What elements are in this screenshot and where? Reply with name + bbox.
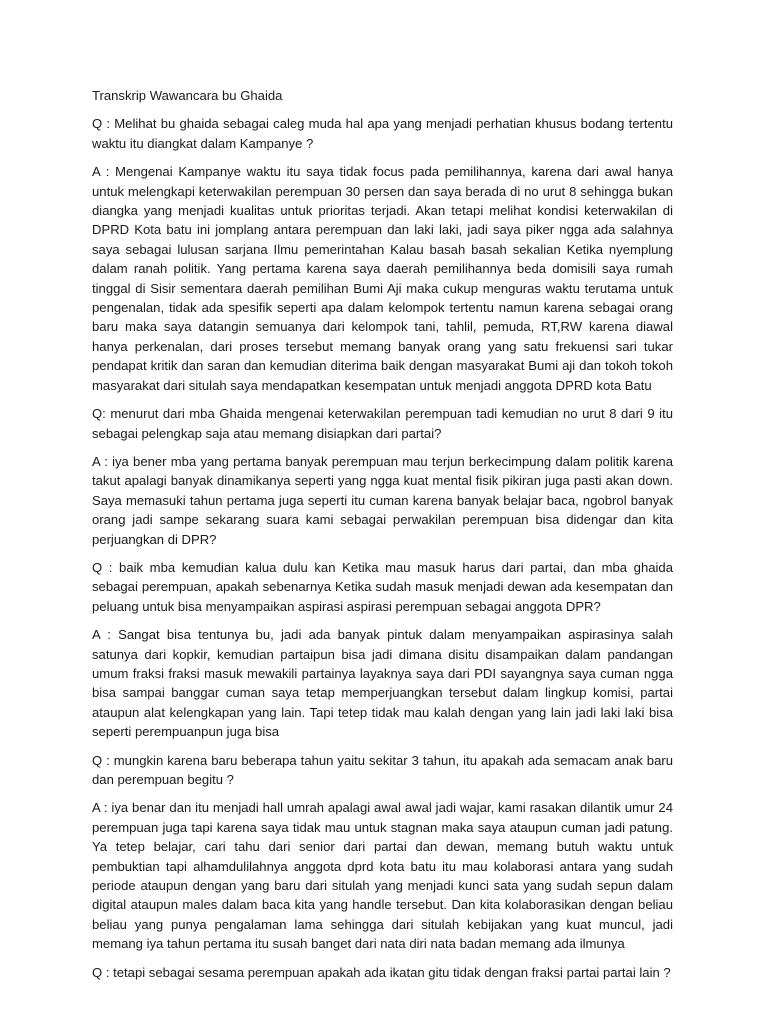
answer-paragraph: A : iya benar dan itu menjadi hall umrah apalagi awal awal jadi wajar, kami rasakan dilantik umur 24 perempuan juga tapi karena saya tidak mau untuk stagnan maka saya ataupun cuman jadi patung. Ya tetep belajar, cari tahu dari senior dari partai dan dewan, memang butuh waktu untuk pembuktian tapi alhamdulilahnya anggota dprd kota batu itu mau kolaborasi antara yang sudah periode ataupun dengan yang baru dari situlah yang menjadi kunci sata yang sudah sepun dalam digital ataupun males dalam baca kita yang handle tersebut. Dan kita kolaborasikan dengan beliau beliau yang punya pengalaman lama sehingga dari situlah kebijakan yang kuat muncul, jadi memang iya tahun pertama itu susah banget dari nata diri nata badan memang ada ilmunya [92,800,673,952]
answer-paragraph: A : Mengenai Kampanye waktu itu saya tidak focus pada pemilihannya, karena dari awal hanya untuk melengkapi keterwakilan perempuan 30 persen dan saya berada di no urut 8 sehingga bukan diangka yang menjadi kualitas untuk prioritas terjadi. Akan tetapi melihat kondisi keterwakilan di DPRD Kota batu ini jomplang antara perempuan dan laki laki, jadi saya piker ngga ada salahnya saya sebagai lulusan sarjana Ilmu pemerintahan Kalau basah basah sekalian Ketika nyemplung dalam ranah politik. Yang pertama karena saya daerah pemilihannya beda domisili saya rumah tinggal di Sisir sementara daerah pemilihan Bumi Aji maka cukup menguras waktu terutama untuk pengenalan, tidak ada spesifik seperti apa dalam kelompok tertentu namun karena sebagai orang baru maka saya datangin semuanya dari kelompok tani, tahlil, pemuda, RT,RW karena diawal hanya perkenalan, dari proses tersebut memang banyak orang yang satu frekuensi sari tukar pendapat kritik dan saran dan kemudian diterima baik dengan masyarakat Bumi aji dan tokoh tokoh masyarakat dari situlah saya mendapatkan kesempatan untuk menjadi anggota DPRD kota Batu [92,164,673,393]
question-paragraph: Q : tetapi sebagai sesama perempuan apakah ada ikatan gitu tidak dengan fraksi partai partai lain ? [92,964,671,980]
document-title: Transkrip Wawancara bu Ghaida [92,88,283,103]
document-page [92,86,673,991]
question-paragraph: Q : baik mba kemudian kalua dulu kan Ketika mau masuk harus dari partai, dan mba ghaida sebagai perempuan, apakah sebenarnya Ketika sudah masuk menjadi dewan ada kesempatan dan peluang untuk bisa menyampaikan aspirasi aspirasi perempuan sebagai anggota DPR? [92,559,673,614]
answer-paragraph: A : Sangat bisa tentunya bu, jadi ada banyak pintuk dalam menyampaikan aspirasinya salah satunya dari kopkir, kemudian partaipun bisa jadi dimana disitu disampaikan dalam pandangan umum fraksi fraksi masuk mewakili partainya layaknya saya dari PDI sayangnya saya cuman ngga bisa sampai banggar cuman saya tetap memperjuangkan tersebut dalam lingkup komisi, partai ataupun alat kelengkapan yang lain. Tapi tetep tidak mau kalah dengan yang lain jadi laki laki bisa seperti perempuanpun juga bisa [92,627,673,740]
answer-paragraph: A : iya bener mba yang pertama banyak perempuan mau terjun berkecimpung dalam politik karena takut apalagi banyak dinamikanya seperti yang ngga kuat mental fisik pikiran juga pasti akan down. Saya memasuki tahun pertama juga seperti itu cuman karena banyak belajar baca, ngobrol banyak orang jadi sampe sekarang suara kami sebagai perwakilan perempuan bisa didengar dan kita perjuangkan di DPR? [92,453,673,547]
question-paragraph: Q : Melihat bu ghaida sebagai caleg muda hal apa yang menjadi perhatian khusus bodang tertentu waktu itu diangkat dalam Kampanye ? [92,116,673,151]
question-paragraph: Q : mungkin karena baru beberapa tahun yaitu sekitar 3 tahun, itu apakah ada semacam anak baru dan perempuan begitu ? [92,752,673,787]
question-paragraph: Q: menurut dari mba Ghaida mengenai keterwakilan perempuan tadi kemudian no urut 8 dari 9 itu sebagai pelengkap saja atau memang disiapkan dari partai? [92,406,673,441]
